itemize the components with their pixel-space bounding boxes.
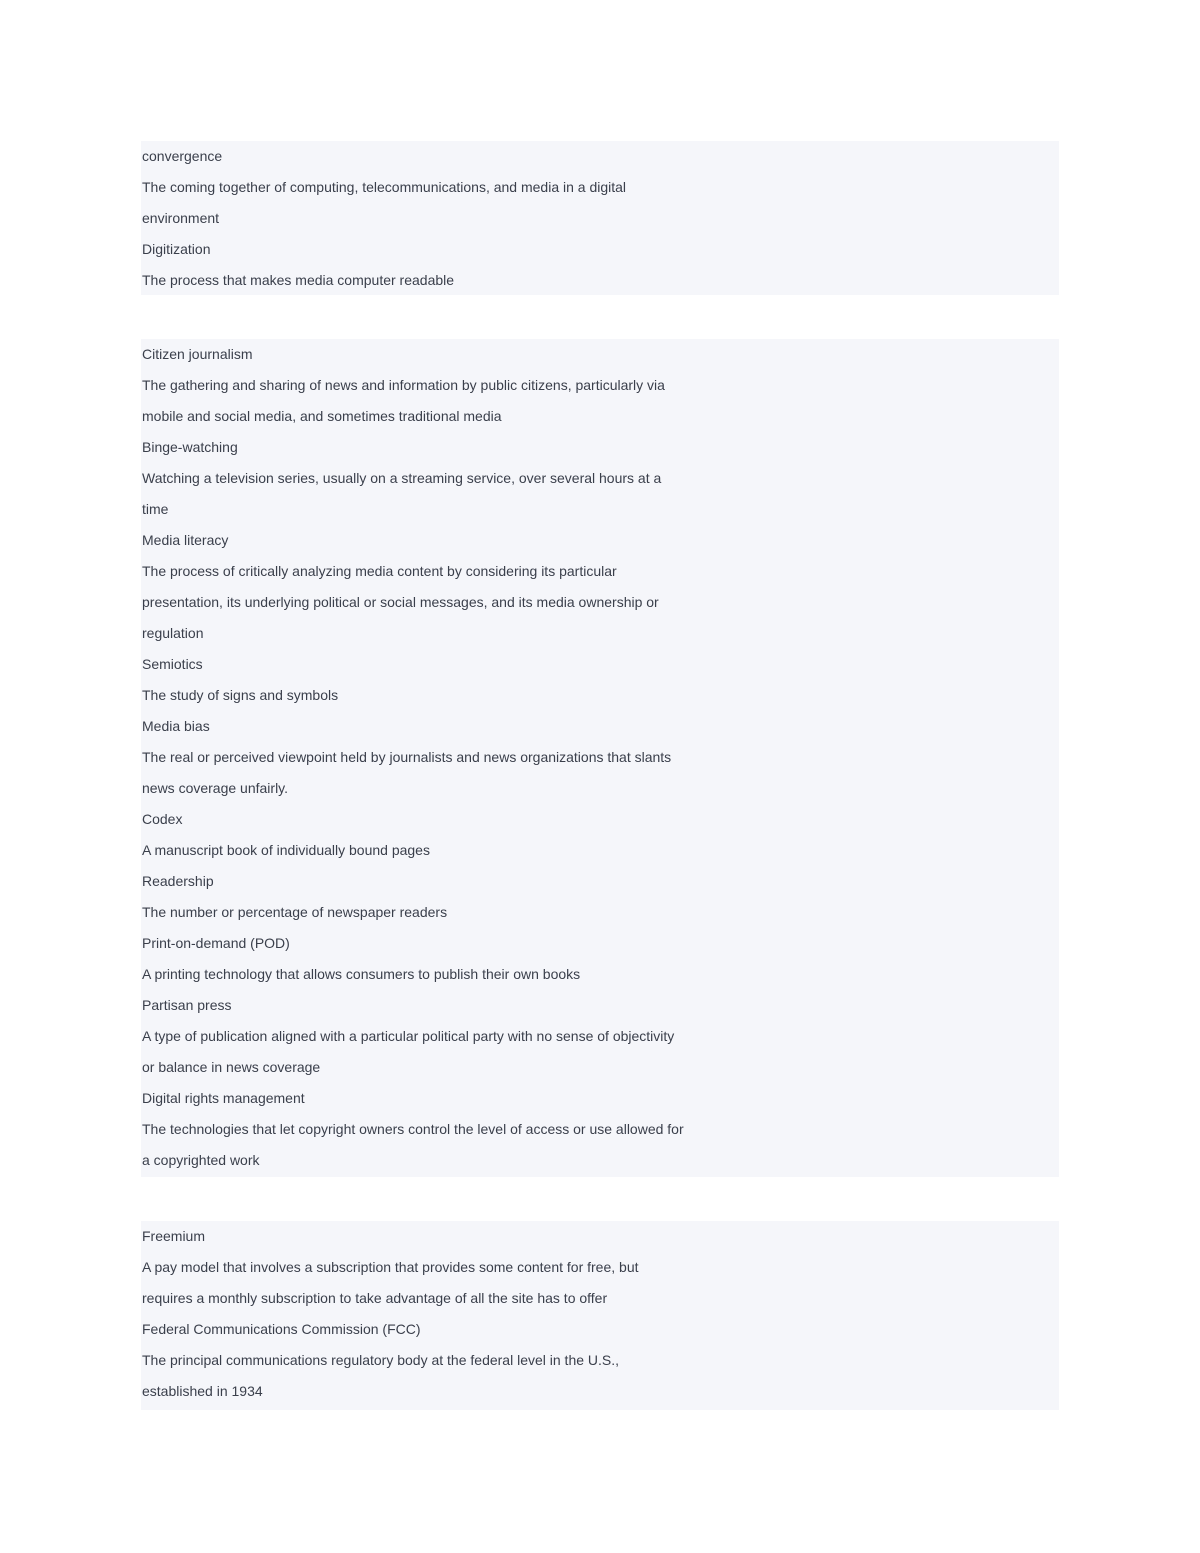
definition-line: The process of critically analyzing media content by considering its particular xyxy=(142,563,617,579)
definition-line: A manuscript book of individually bound pages xyxy=(142,842,430,858)
term-codex: Codex xyxy=(142,811,183,827)
term-binge-watching: Binge-watching xyxy=(142,439,238,455)
term-media-literacy: Media literacy xyxy=(142,532,229,548)
definition-line: or balance in news coverage xyxy=(142,1059,321,1075)
flashcard-block-1 xyxy=(141,141,1059,295)
term-semiotics: Semiotics xyxy=(142,656,203,672)
term-citizen-journalism: Citizen journalism xyxy=(142,346,253,362)
definition-line: A pay model that involves a subscription that provides some content for free, but xyxy=(142,1259,639,1275)
flashcard-block-2 xyxy=(141,339,1059,1177)
definition-line: The real or perceived viewpoint held by journalists and news organizations that slants xyxy=(142,749,672,765)
term-partisan-press: Partisan press xyxy=(142,997,232,1013)
definition-line: requires a monthly subscription to take advantage of all the site has to offer xyxy=(142,1290,608,1306)
definition-line: regulation xyxy=(142,625,204,641)
flashcard-block-3 xyxy=(141,1221,1059,1410)
term-freemium: Freemium xyxy=(142,1228,206,1244)
definition-line: The study of signs and symbols xyxy=(142,687,339,703)
term-digital-rights-management: Digital rights management xyxy=(142,1090,305,1106)
definition-line: Watching a television series, usually on a streaming service, over several hours at a xyxy=(142,470,662,486)
definition-line: The process that makes media computer readable xyxy=(142,272,455,288)
definition-line: A type of publication aligned with a particular political party with no sense of objectivity xyxy=(142,1028,675,1044)
definition-line: The principal communications regulatory body at the federal level in the U.S., xyxy=(142,1352,620,1368)
term-fcc: Federal Communications Commission (FCC) xyxy=(142,1321,421,1337)
term-print-on-demand: Print-on-demand (POD) xyxy=(142,935,290,951)
definition-line: mobile and social media, and sometimes traditional media xyxy=(142,408,502,424)
term-convergence: convergence xyxy=(142,148,223,164)
definition-line: The gathering and sharing of news and information by public citizens, particularly via xyxy=(142,377,665,393)
definition-line: The coming together of computing, telecommunications, and media in a digital xyxy=(142,179,627,195)
definition-line: news coverage unfairly. xyxy=(142,780,289,796)
definition-line: presentation, its underlying political or social messages, and its media ownership or xyxy=(142,594,659,610)
term-readership: Readership xyxy=(142,873,214,889)
term-media-bias: Media bias xyxy=(142,718,210,734)
term-digitization: Digitization xyxy=(142,241,211,257)
definition-line: The technologies that let copyright owners control the level of access or use allowed for xyxy=(142,1121,684,1137)
definition-line: time xyxy=(142,501,169,517)
definition-line: environment xyxy=(142,210,220,226)
definition-line: a copyrighted work xyxy=(142,1152,260,1168)
definition-line: The number or percentage of newspaper readers xyxy=(142,904,448,920)
definition-line: established in 1934 xyxy=(142,1383,263,1399)
definition-line: A printing technology that allows consumers to publish their own books xyxy=(142,966,581,982)
